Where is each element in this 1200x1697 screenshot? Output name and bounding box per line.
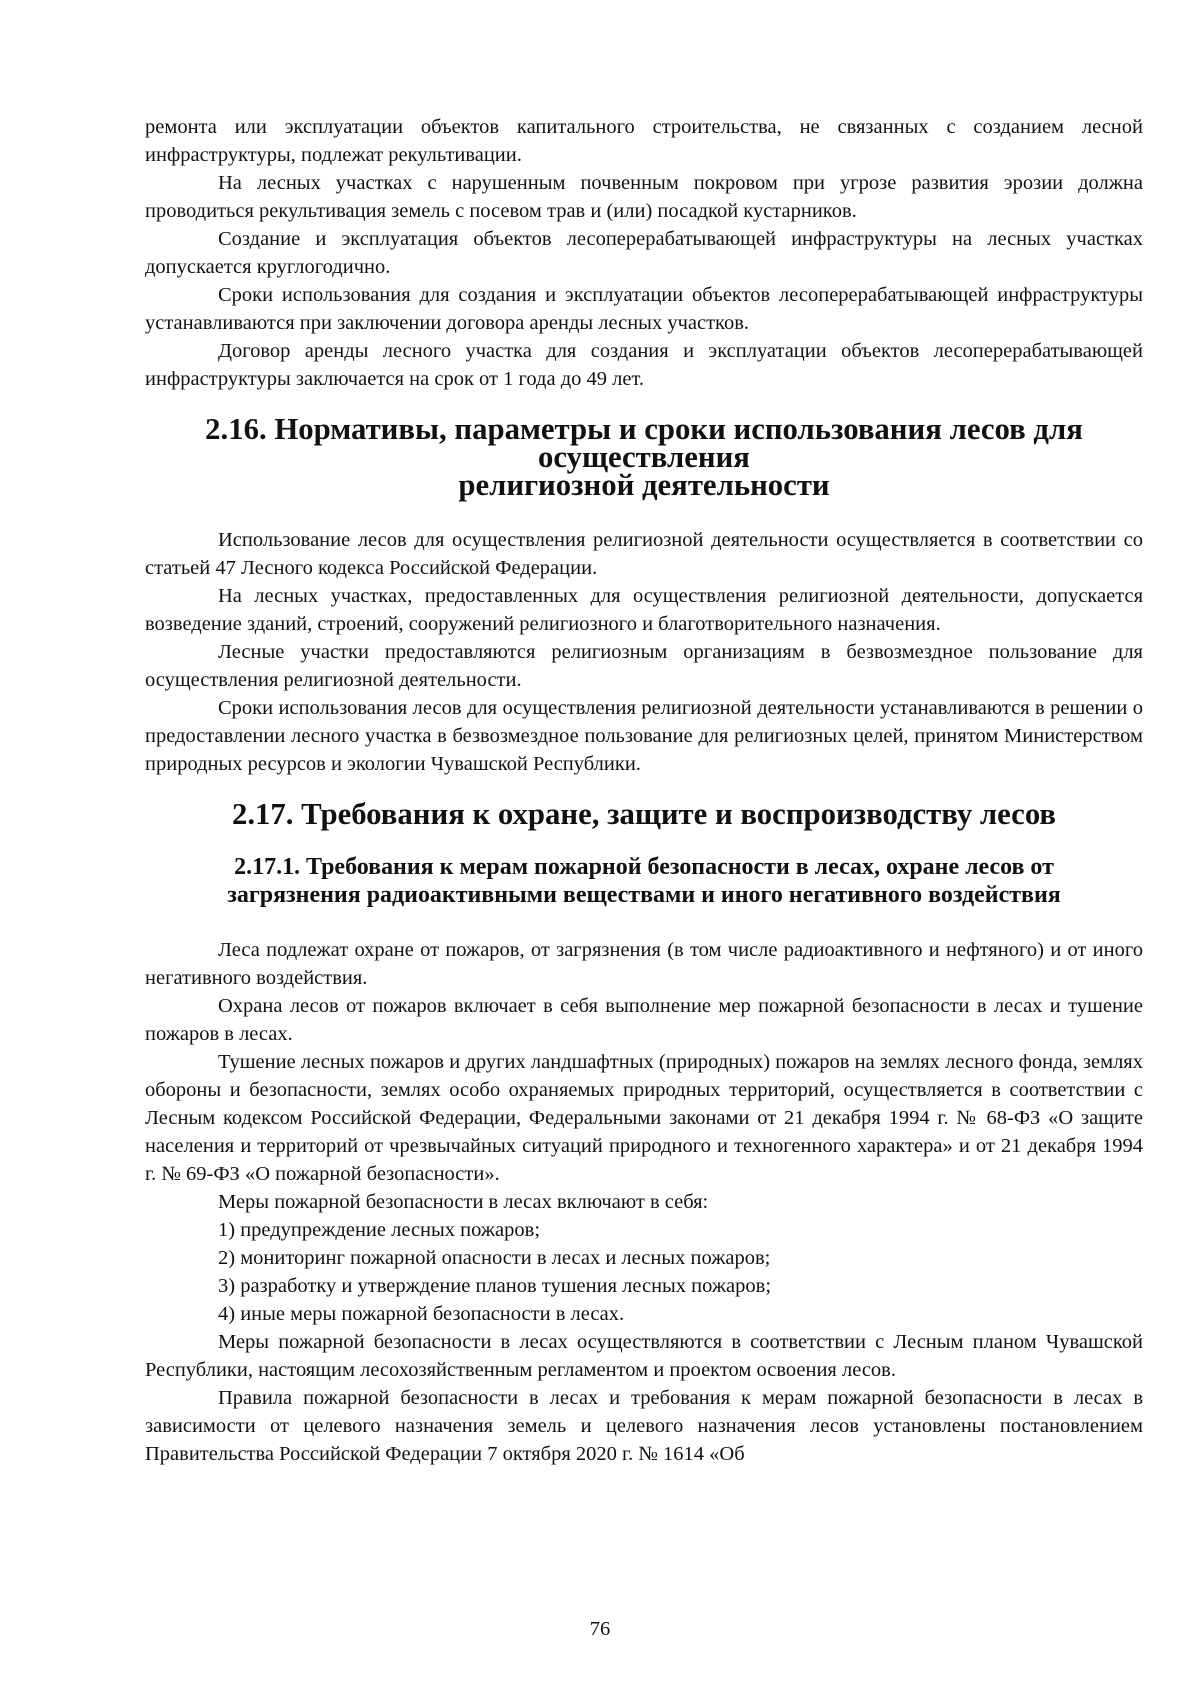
paragraph: На лесных участках, предоставленных для осуществления религиозной деятельности, допускается возведение зданий, строений, сооружений религиозного и благотворительного назначения. <box>145 585 1143 635</box>
list-item: 2) мониторинг пожарной опасности в лесах и лесных пожаров; <box>218 1247 771 1269</box>
section-body-2-16 <box>145 526 1143 778</box>
section-heading-2-17 <box>145 797 1143 831</box>
paragraph: Правила пожарной безопасности в лесах и требования к мерам пожарной безопасности в лесах в зависимости от целевого назначения земель и целевого назначения лесов установлены постановлением Правительства Российской Федерации 7 октября 2020 г. № 1614 «Об <box>145 1387 1143 1465</box>
heading-line: загрязнения радиоактивными веществами и иного негативного воздействия <box>227 882 1061 908</box>
paragraph: Леса подлежат охране от пожаров, от загрязнения (в том числе радиоактивного и нефтяного) и от иного негативного воздействия. <box>145 939 1143 989</box>
heading-line: 2.16. Нормативы, параметры и сроки использования лесов для осуществления <box>205 412 1083 474</box>
paragraph: Договор аренды лесного участка для создания и эксплуатации объектов лесоперерабатывающей инфраструктуры заключается на срок от 1 года до 49 лет. <box>145 340 1143 390</box>
paragraph: Использование лесов для осуществления религиозной деятельности осуществляется в соответствии со статьей 47 Лесного кодекса Российской Федерации. <box>145 529 1143 579</box>
section-heading-2-16 <box>145 412 1143 502</box>
list-item: 4) иные меры пожарной безопасности в лесах. <box>218 1303 625 1325</box>
paragraph: ремонта или эксплуатации объектов капитального строительства, не связанных с созданием лесной инфраструктуры, подлежат рекультивации. <box>145 116 1143 166</box>
list-item: 1) предупреждение лесных пожаров; <box>218 1219 541 1241</box>
paragraph: Создание и эксплуатация объектов лесоперерабатывающей инфраструктуры на лесных участках допускается круглогодично. <box>145 228 1143 278</box>
section-body-2-17-1 <box>145 936 1143 1468</box>
heading-line: 2.17. Требования к охране, защите и воспроизводству лесов <box>231 797 1057 831</box>
heading-line: 2.17.1. Требования к мерам пожарной безопасности в лесах, охране лесов от <box>234 854 1054 880</box>
section-heading-2-17-1 <box>145 853 1143 909</box>
paragraph: Охрана лесов от пожаров включает в себя выполнение мер пожарной безопасности в лесах и тушение пожаров в лесах. <box>145 995 1143 1045</box>
page-content <box>145 113 1143 1468</box>
paragraph: Лесные участки предоставляются религиозным организациям в безвозмездное пользование для осуществления религиозной деятельности. <box>145 641 1143 691</box>
paragraph: Меры пожарной безопасности в лесах осуществляются в соответствии с Лесным планом Чувашской Республики, настоящим лесохозяйственным регламентом и проектом освоения лесов. <box>145 1331 1143 1381</box>
page-number: 76 <box>589 1618 611 1640</box>
heading-line: религиозной деятельности <box>458 468 830 502</box>
paragraph: Сроки использования для создания и эксплуатации объектов лесоперерабатывающей инфраструктуры устанавливаются при заключении договора аренды лесных участков. <box>145 284 1143 334</box>
paragraph: Тушение лесных пожаров и других ландшафтных (природных) пожаров на землях лесного фонда, землях обороны и безопасности, землях особо охраняемых природных территорий, осуществляется в соответствии с Лесным кодексом Российской Федерации, Федеральными законами от 21 декабря 1994 г. № 68-ФЗ «О защите населения и территорий от чрезвычайных ситуаций природного и техногенного характера» и от 21 декабря 1994 г. № 69-ФЗ «О пожарной безопасности». <box>145 1051 1143 1185</box>
list-item: 3) разработку и утверждение планов тушения лесных пожаров; <box>218 1275 772 1297</box>
paragraph: На лесных участках с нарушенным почвенным покровом при угрозе развития эрозии должна проводиться рекультивация земель с посевом трав и (или) посадкой кустарников. <box>145 172 1143 222</box>
paragraph: Сроки использования лесов для осуществления религиозной деятельности устанавливаются в решении о предоставлении лесного участка в безвозмездное пользование для религиозных целей, принятом Министерством природных ресурсов и экологии Чувашской Республики. <box>145 697 1143 775</box>
paragraph: Меры пожарной безопасности в лесах включают в себя: <box>218 1191 709 1213</box>
